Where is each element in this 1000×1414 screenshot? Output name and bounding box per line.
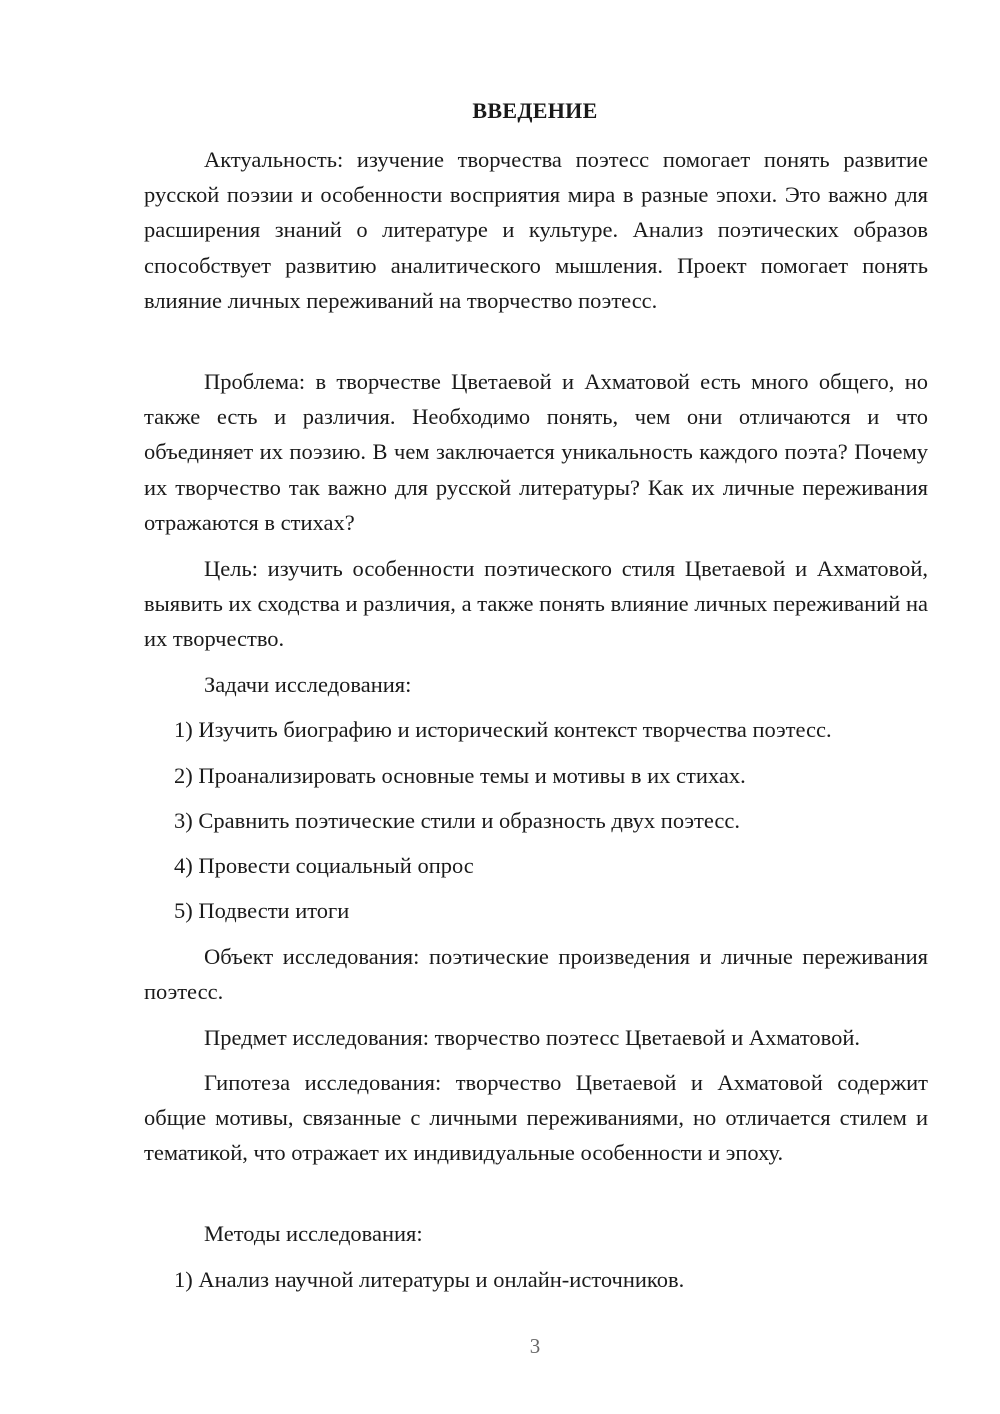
task-item-1: 1) Изучить биографию и исторический контекст творчества поэтесс. xyxy=(174,717,832,742)
problem-paragraph: Проблема: в творчестве Цветаевой и Ахматовой есть много общего, но также есть и различия. Необходимо понять, чем они отличаются и что объединяет их поэзию. В чем заключается уникальность каждого поэта? Почему их творчество так важно для русской литературы? Как их личные переживания отражаются в стихах? xyxy=(144,369,928,535)
relevance-paragraph: Актуальность: изучение творчества поэтесс помогает понять развитие русской поэзии и особенности восприятия мира в разные эпохи. Это важно для расширения знаний о литературе и культуре. Анализ поэтических образов способствует развитию аналитического мышления. Проект помогает понять влияние личных переживаний на творчество поэтесс. xyxy=(144,147,928,313)
task-item-5: 5) Подвести итоги xyxy=(174,898,350,923)
task-item-4: 4) Провести социальный опрос xyxy=(174,853,474,878)
page-title: ВВЕДЕНИЕ xyxy=(472,98,598,123)
hypothesis-paragraph: Гипотеза исследования: творчество Цветаевой и Ахматовой содержит общие мотивы, связанные с личными переживаниями, но отличается стилем и тематикой, что отражает их индивидуальные особенности и эпоху. xyxy=(144,1070,928,1166)
subject-paragraph: Предмет исследования: творчество поэтесс Цветаевой и Ахматовой. xyxy=(204,1025,861,1050)
object-paragraph: Объект исследования: поэтические произведения и личные переживания поэтесс. xyxy=(144,944,928,1005)
task-item-2: 2) Проанализировать основные темы и мотивы в их стихах. xyxy=(174,763,746,788)
page-number: 3 xyxy=(529,1334,541,1358)
task-item-3: 3) Сравнить поэтические стили и образность двух поэтесс. xyxy=(174,808,740,833)
goal-paragraph: Цель: изучить особенности поэтического стиля Цветаевой и Ахматовой, выявить их сходства и различия, а также понять влияние личных переживаний на их творчество. xyxy=(144,556,928,652)
tasks-heading: Задачи исследования: xyxy=(204,672,412,697)
method-item-1: 1) Анализ научной литературы и онлайн-источников. xyxy=(174,1267,685,1292)
methods-heading: Методы исследования: xyxy=(204,1221,423,1246)
